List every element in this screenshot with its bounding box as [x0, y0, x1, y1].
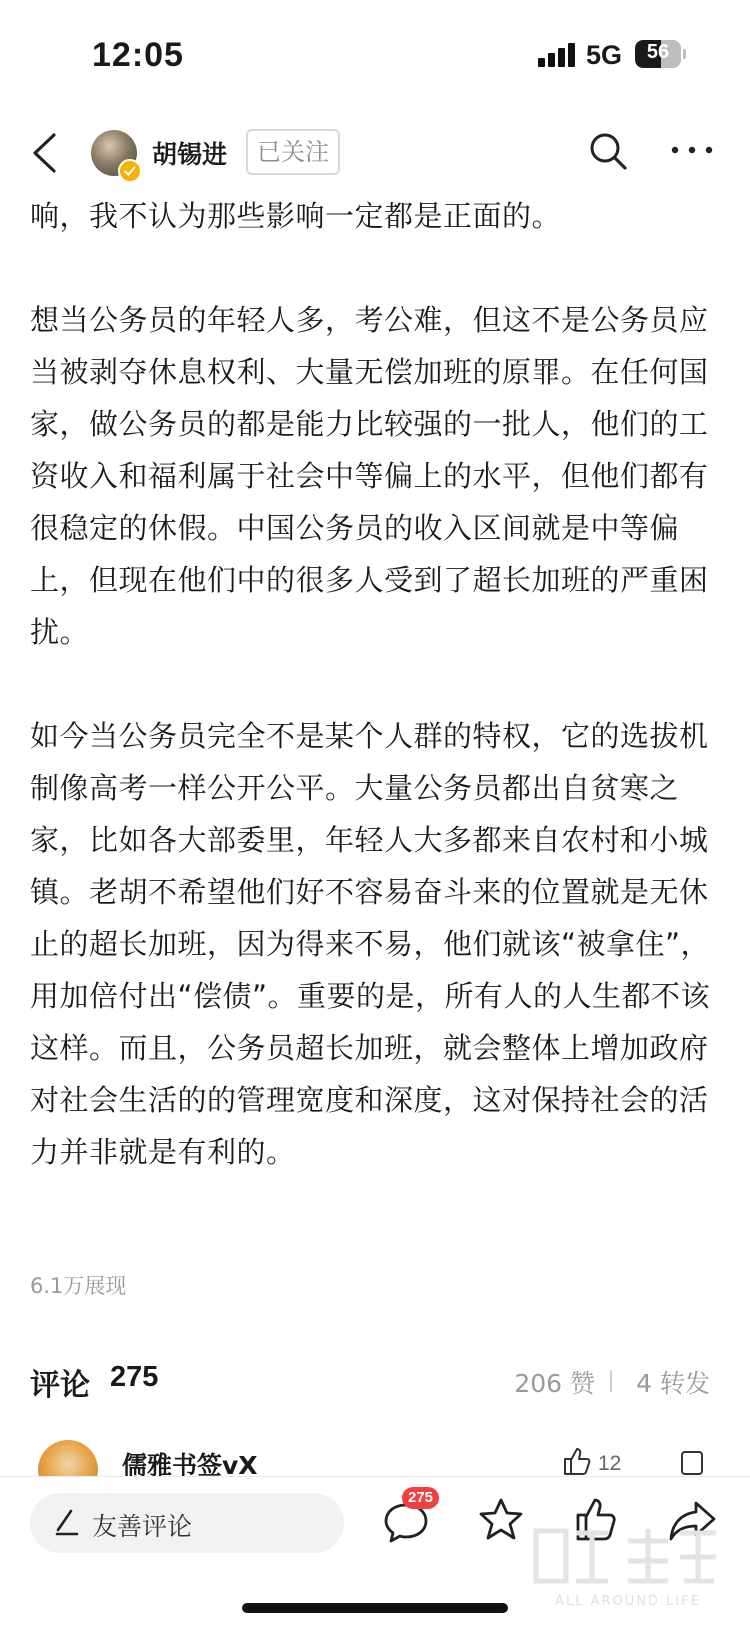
comment-input-placeholder: 友善评论 — [92, 1512, 193, 1541]
share-icon[interactable] — [668, 1499, 716, 1543]
comments-header — [0, 1360, 750, 1410]
battery-level: 56 — [646, 41, 670, 63]
nav-bar — [0, 118, 750, 190]
comment-input[interactable] — [30, 1493, 344, 1553]
status-bar — [0, 0, 750, 110]
verified-icon — [118, 159, 142, 183]
signal-strength-icon — [538, 43, 576, 67]
article-paragraph: 想当公务员的年轻人多，考公难，但这不是公务员应当被剥夺休息权利、大量无偿加班的原罪。在任何国家，做公务员的都是能力比较强的一批人，他们的工资收入和福利属于社会中等偏上的水平，但他们都有很稳定的休假。中国公务员的收入区间就是中等偏上，但现在他们中的很多人受到了超长加班的严重困扰。 — [30, 303, 709, 649]
author-name[interactable]: 胡锡进 — [152, 140, 228, 169]
svg-text:ALL AROUND LIFE: ALL AROUND LIFE — [555, 1594, 701, 1609]
network-type: 5G — [586, 40, 623, 70]
divider — [610, 1370, 612, 1392]
pen-icon — [52, 1508, 80, 1538]
comment-like-count: 12 — [598, 1452, 622, 1475]
view-count: 6.1万展现 — [30, 1274, 127, 1298]
battery-icon — [635, 40, 681, 68]
thumbs-up-icon[interactable] — [574, 1495, 618, 1543]
home-indicator[interactable] — [242, 1603, 508, 1613]
battery-cap — [683, 49, 686, 59]
comments-title[interactable]: 评论 — [30, 1368, 90, 1403]
star-icon[interactable] — [478, 1497, 524, 1543]
comment-count-badge: 275 — [402, 1487, 439, 1509]
search-icon[interactable] — [588, 131, 628, 171]
comment-item — [0, 1440, 750, 1476]
article-paragraph: 如今当公务员完全不是某个人群的特权，它的选拔机制像高考一样公开公平。大量公务员都出自贫寒之家，比如各大部委里，年轻人大多都来自农村和小城镇。老胡不希望他们好不容易奋斗来的位置就是无休止的超长加班，因为得来不易，他们就该“被拿住”，用加倍付出“偿债”。重要的是，所有人的人生都不该这样。而且，公务员超长加班，就会整体上增加政府对社会生活的的管理宽度和深度，这对保持社会的活力并非就是有利的。 — [30, 719, 711, 1169]
thumbs-up-icon[interactable] — [562, 1446, 592, 1476]
comment-menu-icon[interactable] — [678, 1448, 706, 1476]
reposts-stat[interactable]: 4 转发 — [636, 1369, 710, 1398]
back-icon[interactable] — [30, 132, 60, 174]
status-time: 12:05 — [92, 36, 184, 74]
follow-button[interactable]: 已关注 — [246, 129, 340, 175]
article-paragraph: 响，我不认为那些影响一定都是正面的。 — [30, 199, 562, 233]
commenter-avatar[interactable] — [38, 1440, 98, 1476]
commenter-name[interactable]: 儒雅书签vX — [122, 1451, 258, 1476]
article-body — [30, 190, 720, 1178]
bottom-action-bar — [0, 1476, 750, 1627]
likes-stat[interactable]: 206 赞 — [514, 1369, 595, 1398]
more-icon[interactable] — [670, 140, 714, 160]
comments-count: 275 — [110, 1361, 159, 1393]
